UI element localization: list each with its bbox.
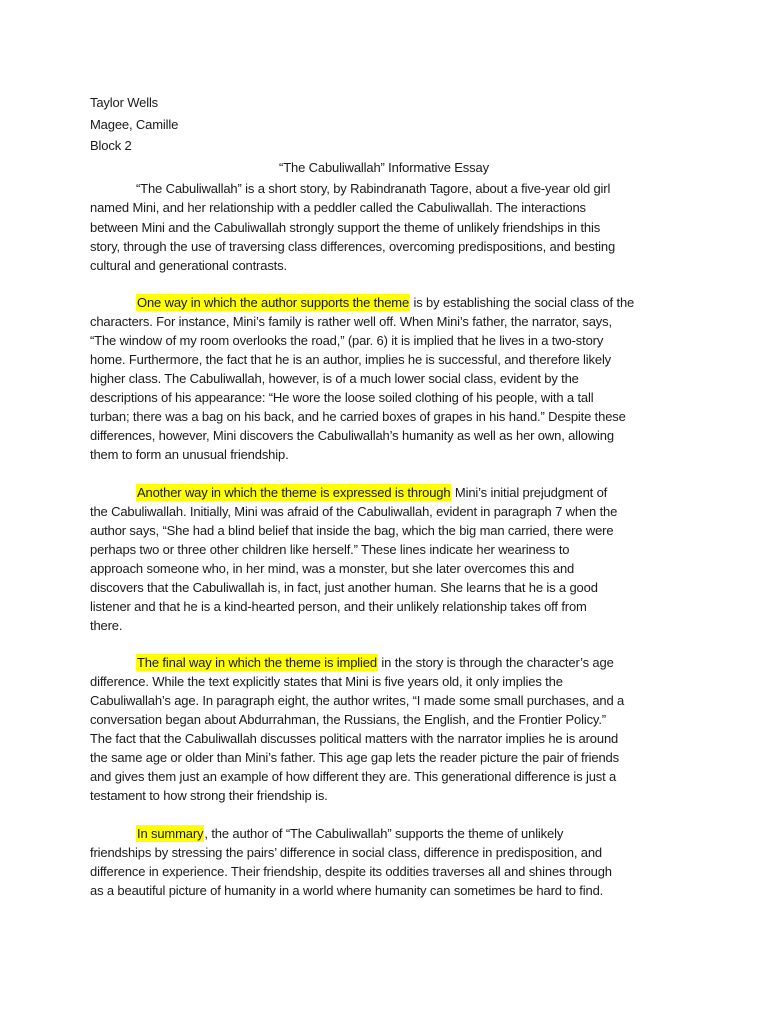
highlighted-phrase: The final way in which the theme is implied [137, 655, 377, 670]
highlighted-phrase: Another way in which the theme is expressed is through [137, 485, 451, 500]
essay-line [90, 483, 750, 502]
essay-line: them to form an unusual friendship. [90, 447, 289, 462]
essay-paragraph-4 [90, 653, 750, 805]
essay-line: characters. For instance, Mini’s family is rather well off. When Mini’s father, the narrator, says, [90, 314, 612, 329]
line-text: in the story is through the character’s age [377, 655, 614, 670]
essay-line: The fact that the Cabuliwallah discusses political matters with the narrator implies he is around [90, 731, 619, 746]
essay-line: conversation began about Abdurrahman, the Russians, the English, and the Frontier Policy.” [90, 712, 606, 727]
essay-line: there. [90, 618, 123, 633]
line-text: is by establishing the social class of the [410, 295, 635, 310]
essay-line: the same age or older than Mini’s father. This age gap lets the reader picture the pair of friends [90, 750, 619, 765]
essay-line [90, 293, 750, 312]
essay-line: difference. While the text explicitly states that Mini is five years old, it only implies the [90, 674, 563, 689]
essay-line: cultural and generational contrasts. [90, 258, 287, 273]
essay-line: difference in experience. Their friendship, despite its oddities traverses all and shines through [90, 864, 612, 879]
essay-line: discovers that the Cabuliwallah is, in fact, just another human. She learns that he is a good [90, 580, 598, 595]
essay-line: friendships by stressing the pairs’ difference in social class, difference in predisposition, and [90, 845, 602, 860]
essay-line [90, 653, 750, 672]
essay-line: and gives them just an example of how different they are. This generational difference is just a [90, 769, 617, 784]
essay-line [90, 824, 750, 843]
highlighted-phrase: In summary [137, 826, 204, 841]
essay-line: the Cabuliwallah. Initially, Mini was afraid of the Cabuliwallah, evident in paragraph 7 when the [90, 504, 618, 519]
essay-paragraph-3 [90, 483, 750, 635]
essay-line: differences, however, Mini discovers the Cabuliwallah’s humanity as well as her own, allowing [90, 428, 614, 443]
student-name: Taylor Wells [90, 95, 159, 110]
highlighted-phrase: One way in which the author supports the theme [137, 295, 410, 310]
essay-line: descriptions of his appearance: “He wore the loose soiled clothing of his people, with a tall [90, 390, 594, 405]
class-block: Block 2 [90, 138, 132, 154]
essay-line: perhaps two or three other children like herself.” These lines indicate her weariness to [90, 542, 570, 557]
essay-line: Cabuliwallah’s age. In paragraph eight, the author writes, “I made some small purchases, and a [90, 693, 625, 708]
essay-line: home. Furthermore, the fact that he is an author, implies he is successful, and therefore likely [90, 352, 612, 367]
essay-header [90, 92, 750, 157]
essay-line: between Mini and the Cabuliwallah strongly support the theme of unlikely friendships in this [90, 219, 601, 235]
essay-line: named Mini, and her relationship with a peddler called the Cabuliwallah. The interactions [90, 200, 586, 216]
essay-paragraph-1 [90, 179, 750, 275]
essay-title: “The Cabuliwallah” Informative Essay [279, 160, 489, 175]
essay-line: testament to how strong their friendship is. [90, 788, 328, 803]
essay-line: higher class. The Cabuliwallah, however, is of a much lower social class, evident by the [90, 371, 579, 386]
essay-line: story, through the use of traversing class differences, overcoming predispositions, and besting [90, 238, 616, 254]
essay-line: approach someone who, in her mind, was a monster, but she later overcomes this and [90, 561, 575, 576]
line-text: Mini’s initial prejudgment of [451, 485, 608, 500]
essay-line: listener and that he is a kind-hearted person, and their unlikely relationship takes off from [90, 599, 587, 614]
essay-line: author says, “She had a blind belief that inside the bag, which the big man carried, there were [90, 523, 614, 538]
essay-paragraph-5 [90, 824, 750, 900]
essay-paragraph-2 [90, 293, 750, 464]
essay-line: as a beautiful picture of humanity in a world where humanity can sometimes be hard to find. [90, 883, 604, 898]
essay-line: turban; there was a bag on his back, and he carried boxes of grapes in his hand.” Despite these [90, 409, 626, 424]
teacher-name: Magee, Camille [90, 116, 179, 132]
line-text: , the author of “The Cabuliwallah” supports the theme of unlikely [204, 826, 564, 841]
essay-line: “The window of my room overlooks the road,” (par. 6) it is implied that he lives in a two-story [90, 333, 604, 348]
essay-line: “The Cabuliwallah” is a short story, by Rabindranath Tagore, about a five-year old girl [136, 181, 611, 196]
